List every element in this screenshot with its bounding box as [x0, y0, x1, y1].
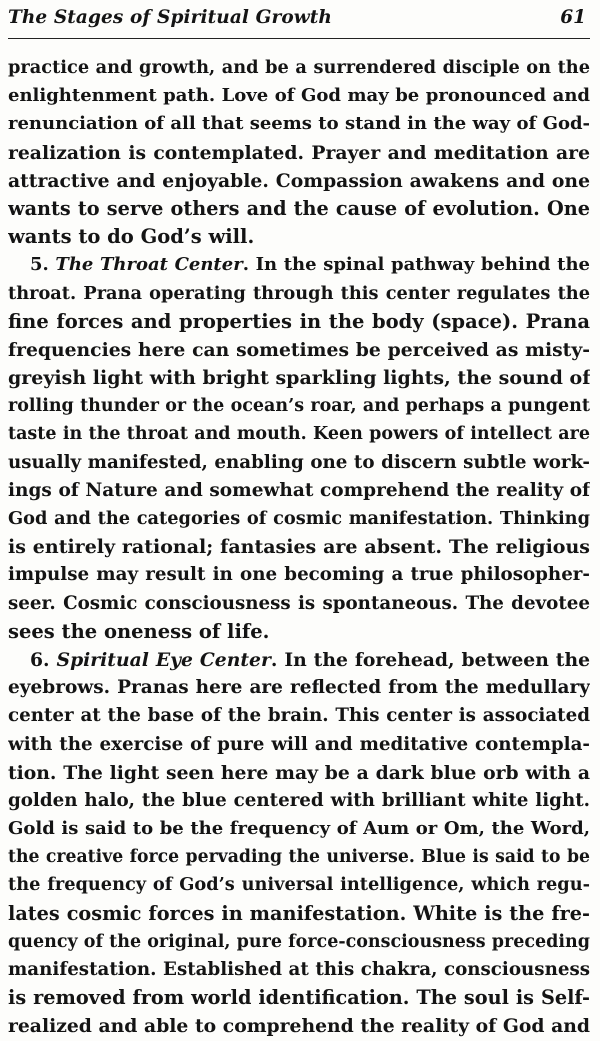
line-text: realization is contemplated. Prayer and meditation are: [8, 141, 590, 164]
text-line: [8, 82, 590, 110]
text-line: [8, 702, 590, 730]
text-line: [8, 280, 590, 308]
section-number: 6.: [30, 648, 57, 671]
text-line: [8, 477, 590, 505]
line-text: greyish light with bright sparkling lights, the sound of: [8, 367, 590, 390]
body-text: [8, 54, 590, 1041]
text-line: [8, 900, 590, 928]
line-text: wants to serve others and the cause of evolution. One: [8, 196, 590, 220]
text-line: [8, 139, 590, 167]
text-line: [8, 928, 590, 956]
line-text: fine forces and properties in the body (space). Prana: [8, 309, 590, 333]
line-text: lates cosmic forces in manifestation. White is the fre-: [8, 901, 590, 925]
line-text: wants to do God’s will.: [8, 225, 255, 249]
text-line: [8, 984, 590, 1012]
line-text: sees the oneness of life.: [8, 619, 270, 643]
text-line: [8, 674, 590, 702]
text-line: [8, 815, 590, 843]
line-text: eyebrows. Pranas here are reflected from the medullary: [8, 677, 590, 699]
line-text: renunciation of all that seems to stand in the way of God-: [8, 113, 590, 135]
text-line: [8, 646, 590, 674]
text-line: [8, 731, 590, 759]
line-text: golden halo, the blue centered with brilliant white light.: [8, 789, 590, 811]
page-number: 61: [560, 6, 586, 28]
text-line: [8, 336, 590, 364]
section-heading: The Throat Center: [55, 254, 243, 276]
line-text: usually manifested, enabling one to discern subtle work-: [8, 451, 590, 473]
section-number: 5.: [30, 254, 56, 276]
line-text: realized and able to comprehend the reality of God and: [8, 1015, 590, 1038]
text-line: [8, 420, 590, 448]
line-text: quency of the original, pure force-consciousness preceding: [8, 931, 590, 952]
line-text: taste in the throat and mouth. Keen powers of intellect are: [8, 424, 590, 445]
text-line: [8, 167, 590, 195]
text-line: [8, 195, 590, 223]
line-text: enlightenment path. Love of God may be pronounced and: [8, 85, 590, 107]
text-line: [8, 871, 590, 899]
line-text: practice and growth, and be a surrendered disciple on the: [8, 57, 590, 78]
line-text: God and the categories of cosmic manifestation. Thinking: [8, 508, 590, 529]
line-text: impulse may result in one becoming a true philosopher-: [8, 564, 590, 586]
text-line: [8, 618, 590, 646]
line-text: the creative force pervading the universe. Blue is said to be: [8, 847, 590, 868]
text-line: [8, 54, 590, 82]
text-line: [8, 956, 590, 984]
text-line: [8, 505, 590, 533]
line-text: manifestation. Established at this chakra, consciousness: [8, 959, 590, 980]
line-text: . In the spinal pathway behind the: [242, 254, 590, 276]
header-rule: [8, 38, 590, 39]
chapter-title: The Stages of Spiritual Growth: [8, 6, 332, 28]
line-text: . In the forehead, between the: [270, 648, 590, 671]
line-text: is entirely rational; fantasies are absent. The religious: [8, 536, 590, 559]
running-head: [8, 2, 586, 32]
text-line: [8, 223, 590, 251]
line-text: is removed from world identification. The soul is Self-: [8, 986, 590, 1010]
text-line: [8, 590, 590, 618]
text-line: [8, 1012, 590, 1040]
text-line: [8, 843, 590, 871]
line-text: throat. Prana operating through this center regulates the: [8, 282, 590, 304]
text-line: [8, 110, 590, 138]
line-text: with the exercise of pure will and meditative contempla-: [8, 733, 590, 755]
text-line: [8, 308, 590, 336]
line-text: frequencies here can sometimes be perceived as misty-: [8, 338, 590, 361]
line-text: center at the base of the brain. This center is associated: [8, 705, 590, 727]
section-heading: Spiritual Eye Center: [56, 648, 271, 671]
line-text: the frequency of God’s universal intelligence, which regu-: [8, 874, 590, 896]
line-text: attractive and enjoyable. Compassion awakens and one: [8, 169, 590, 192]
line-text: tion. The light seen here may be a dark blue orb with a: [8, 761, 590, 784]
text-line: [8, 392, 590, 420]
text-line: [8, 251, 590, 279]
text-line: [8, 449, 590, 477]
text-line: [8, 759, 590, 787]
line-text: Gold is said to be the frequency of Aum or Om, the Word,: [8, 818, 590, 840]
line-text: rolling thunder or the ocean’s roar, and perhaps a pungent: [8, 396, 590, 417]
line-text: ings of Nature and somewhat comprehend the reality of: [8, 479, 590, 501]
text-line: [8, 533, 590, 561]
line-text: seer. Cosmic consciousness is spontaneous. The devotee: [8, 592, 590, 614]
text-line: [8, 364, 590, 392]
text-line: [8, 561, 590, 589]
text-line: [8, 787, 590, 815]
